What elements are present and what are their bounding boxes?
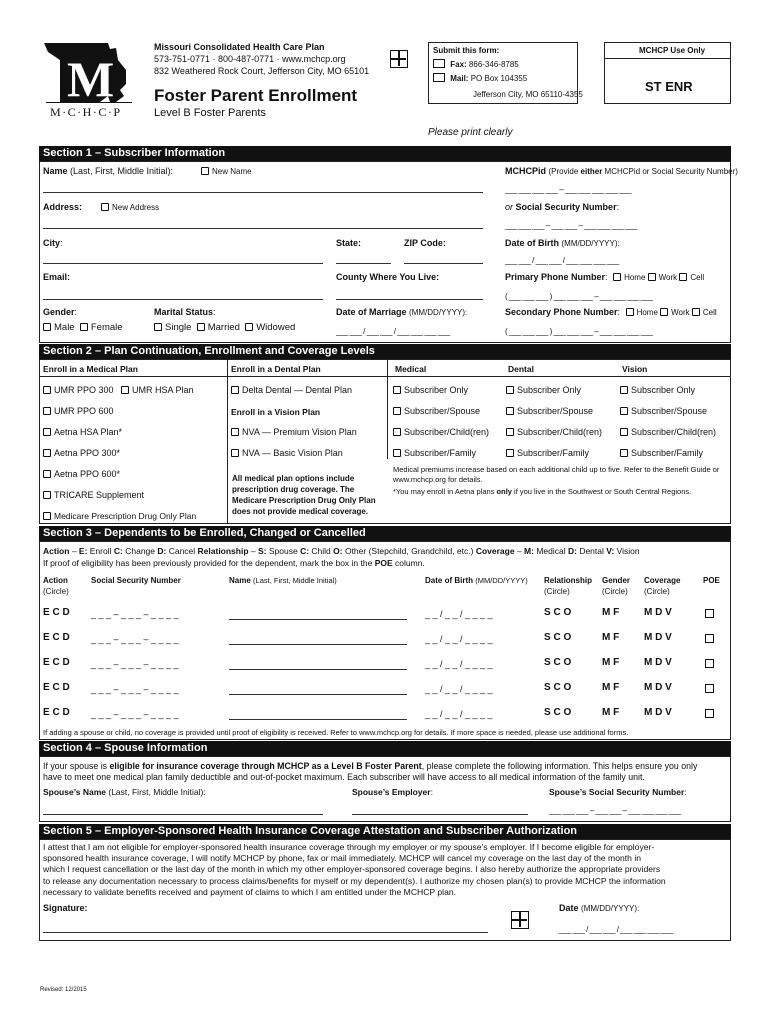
col-name: Name [229, 576, 251, 585]
ssn-field[interactable]: ___ ___ ___ – ___ ___ – ___ ___ ___ ___ [505, 221, 637, 230]
nva-basic-checkbox[interactable] [231, 449, 239, 457]
married-checkbox[interactable] [197, 323, 205, 331]
coverage-options[interactable]: M D V [644, 607, 672, 618]
secondary-home-checkbox[interactable] [626, 308, 634, 316]
use-only-code: ST ENR [645, 79, 693, 94]
use-only-label: MCHCP Use Only [639, 46, 706, 55]
primary-home-checkbox[interactable] [613, 273, 621, 281]
mail-city: Jefferson City, MO 65110-4355 [473, 90, 583, 99]
poe-checkbox[interactable] [705, 634, 714, 643]
state-label: State: [336, 238, 362, 248]
gender-options[interactable]: M F [602, 682, 620, 693]
email-label: Email: [43, 272, 71, 282]
col-poe: POE [703, 576, 720, 585]
ssn-label: Social Security Number [515, 202, 617, 212]
county-field[interactable] [336, 299, 483, 300]
spouse-ssn-field[interactable]: ___ ___ ___ – ___ ___ – ___ ___ ___ ___ [549, 806, 681, 815]
dep-ssn-field[interactable]: _ _ _ – _ _ _ – _ _ _ _ [91, 709, 179, 719]
rx-note: All medical plan options include prescription drug coverage. The Medicare Prescription Drug Only Plan does not provide medical coverage. [232, 474, 376, 516]
city-label: City [43, 238, 61, 248]
fax-label: Fax: [450, 60, 467, 69]
print-note: Please print clearly [428, 127, 513, 138]
poe-checkbox[interactable] [705, 709, 714, 718]
aetna-ppo300-checkbox[interactable] [43, 449, 51, 457]
dep-ssn-field[interactable]: _ _ _ – _ _ _ – _ _ _ _ [91, 659, 179, 669]
relationship-options[interactable]: S C O [544, 707, 572, 718]
page-title: Foster Parent Enrollment [154, 86, 358, 105]
section4-intro: If your spouse is eligible for insurance coverage through MCHCP as a Level B Foster Parent, please complete the following information. This helps ensure you only [43, 761, 698, 771]
col-action: Action [43, 576, 68, 585]
dep-name-field[interactable] [229, 719, 407, 720]
dep-dob-field[interactable]: _ _ / _ _ / _ _ _ _ [425, 659, 493, 669]
action-options[interactable]: E C D [43, 632, 70, 643]
zip-field[interactable] [404, 263, 483, 264]
primary-phone-label: Primary Phone Number [505, 272, 606, 282]
submit-title: Submit this form: [433, 46, 500, 55]
dep-ssn-field[interactable]: _ _ _ – _ _ _ – _ _ _ _ [91, 634, 179, 644]
spouse-name-field[interactable] [43, 814, 323, 815]
mchcpid-label: MCHCPid [505, 166, 546, 176]
page-subtitle: Level B Foster Parents [154, 107, 266, 119]
poe-checkbox[interactable] [705, 659, 714, 668]
primary-phone-field[interactable]: ( ___ ___ ___ ) ___ ___ ___ – ___ ___ ___ ___ [505, 292, 653, 301]
action-options[interactable]: E C D [43, 607, 70, 618]
or-word: or [505, 202, 514, 212]
tricare-checkbox[interactable] [43, 491, 51, 499]
premium-note: Medical premiums increase based on each additional child up to five. Refer to the Benefit Guide or www.mchcp.org for details. [393, 465, 720, 484]
coverage-options[interactable]: M D V [644, 682, 672, 693]
secondary-cell-checkbox[interactable] [692, 308, 700, 316]
gender-options[interactable]: M F [602, 607, 620, 618]
dep-dob-field[interactable]: _ _ / _ _ / _ _ _ _ [425, 709, 493, 719]
dep-ssn-field[interactable]: _ _ _ – _ _ _ – _ _ _ _ [91, 684, 179, 694]
org-address: 832 Weathered Rock Court, Jefferson City, MO 65101 [154, 66, 370, 76]
secondary-phone-field[interactable]: ( ___ ___ ___ ) ___ ___ ___ – ___ ___ ___ ___ [505, 327, 653, 336]
new-name-option[interactable] [201, 167, 252, 176]
new-name-label: New Name [212, 167, 252, 176]
marital-label: Marital Status [154, 307, 214, 317]
date-label: Date [559, 903, 579, 913]
medical-level-checkbox[interactable] [393, 407, 401, 415]
male-checkbox[interactable] [43, 323, 51, 331]
fax-value: 866-346-8785 [468, 60, 519, 69]
female-checkbox[interactable] [80, 323, 88, 331]
medicare-rx-checkbox[interactable] [43, 512, 51, 520]
mail-value: PO Box 104355 [470, 74, 528, 83]
signature-field[interactable] [43, 932, 488, 933]
medical-level-checkbox[interactable] [393, 428, 401, 436]
mchcpid-hint: (Provide either MCHCPid or Social Security Number) [548, 167, 738, 176]
dob-label: Date of Birth [505, 238, 559, 248]
medical-level-checkbox[interactable] [393, 449, 401, 457]
gender-options[interactable]: M F [602, 632, 620, 643]
section4-title: Section 4 – Spouse Information [39, 741, 731, 756]
dep-ssn-field[interactable]: _ _ _ – _ _ _ – _ _ _ _ [91, 609, 179, 619]
poe-checkbox[interactable] [705, 609, 714, 618]
section3-legend: Action – E: Enroll C: Change D: Cancel Relationship – S: Spouse C: Child O: Other (Stepchild, Grandchild, etc.) Coverage – M: Medical D: Dental V: Vision [43, 546, 640, 556]
enroll-vision-heading: Enroll in a Vision Plan [231, 407, 321, 417]
medical-level-checkbox[interactable] [393, 386, 401, 394]
dental-level-checkbox[interactable] [506, 428, 514, 436]
attestation-text: I attest that I am not eligible for employer-sponsored health insurance coverage through my employer or my spouse’s employer. If I become eligible for employer- sponsored health insurance coverage, I will notify MCHCP by phone, fax or mail immediately. MCHCP will cancel my coverage on the last day of the month in which I request cancellation or the last day of the month in which my other employer-sponsored coverage begins. I also hereby authorize the appropriate providers to release any documentation necessary to process claims/benefits for myself or my dependent(s). I authorize my chosen plan(s) to provide MCHCP the information necessary to validate benefits received and payment of claims to which I am entitled under the MCHCP plan. [43, 842, 666, 897]
coverage-options[interactable]: M D V [644, 707, 672, 718]
action-options[interactable]: E C D [43, 657, 70, 668]
org-name: Missouri Consolidated Health Care Plan [154, 42, 325, 52]
name-field[interactable] [43, 192, 483, 193]
new-address-option[interactable] [101, 203, 159, 212]
primary-cell-checkbox[interactable] [679, 273, 687, 281]
dental-level-checkbox[interactable] [506, 449, 514, 457]
name-label: Name [43, 166, 68, 176]
new-address-label: New Address [112, 203, 160, 212]
gender-options[interactable]: M F [602, 657, 620, 668]
gender-options[interactable]: M F [602, 707, 620, 718]
dep-name-field[interactable] [229, 694, 407, 695]
spouse-employer-field[interactable] [352, 814, 528, 815]
section3-footnote: If adding a spouse or child, no coverage is provided until proof of eligibility is received. Refer to www.mchcp.org for details. If more space is needed, please use additional forms. [43, 728, 629, 737]
aetna-note: *You may enroll in Aetna plans only if you live in the Southwest or South Central Regions. [393, 487, 692, 496]
primary-work-checkbox[interactable] [648, 273, 656, 281]
gender-label: Gender [43, 307, 75, 317]
mchcp-logo [40, 40, 140, 122]
dental-heading: Dental [508, 364, 534, 374]
new-name-checkbox[interactable] [201, 167, 209, 175]
section2-title: Section 2 – Plan Continuation, Enrollment and Coverage Levels [39, 344, 731, 359]
vision-level-checkbox[interactable] [620, 449, 628, 457]
dep-name-field[interactable] [229, 669, 407, 670]
enroll-medical-heading: Enroll in a Medical Plan [43, 364, 138, 374]
vision-heading: Vision [622, 364, 648, 374]
mchcpid-field[interactable]: ___ ___ ___ ___ – ___ ___ ___ ___ ___ [505, 185, 632, 194]
name-hint: (Last, First, Middle Initial): [70, 166, 174, 176]
umr-ppo600-checkbox[interactable] [43, 407, 51, 415]
submit-box [428, 42, 583, 104]
mchcp-use-only-box [604, 42, 731, 104]
relationship-options[interactable]: S C O [544, 632, 572, 643]
section5-title: Section 5 – Employer-Sponsored Health Insurance Coverage Attestation and Subscriber Authorization [39, 824, 731, 839]
relationship-options[interactable]: S C O [544, 657, 572, 668]
vision-level-checkbox[interactable] [620, 386, 628, 394]
section3-title: Section 3 – Dependents to be Enrolled, Changed or Cancelled [39, 526, 731, 541]
delta-dental-checkbox[interactable] [231, 386, 239, 394]
dental-level-checkbox[interactable] [506, 386, 514, 394]
corner-mark-icon [511, 911, 529, 929]
mail-icon [433, 73, 445, 82]
coverage-options[interactable]: M D V [644, 657, 672, 668]
widowed-checkbox[interactable] [245, 323, 253, 331]
relationship-options[interactable]: S C O [544, 682, 572, 693]
vision-level-checkbox[interactable] [620, 428, 628, 436]
spouse-ssn-label: Spouse’s Social Security Number [549, 787, 685, 797]
logo-letter: M [67, 51, 115, 107]
org-phones: 573-751-0771 · 800-487-0771 · www.mchcp.org [154, 54, 346, 64]
vision-level-checkbox[interactable] [620, 407, 628, 415]
aetna-hsa-checkbox[interactable] [43, 428, 51, 436]
col-ssn: Social Security Number [91, 576, 181, 585]
marriage-field[interactable]: ___ ___ / ___ ___ / ___ ___ ___ ___ [336, 327, 450, 336]
col-coverage: Coverage [644, 576, 681, 585]
umr-hsa-checkbox[interactable] [121, 386, 129, 394]
email-field[interactable] [43, 299, 323, 300]
corner-mark-icon [390, 50, 408, 68]
spouse-employer-label: Spouse’s Employer [352, 787, 431, 797]
dental-level-checkbox[interactable] [506, 407, 514, 415]
col-relationship: Relationship [544, 576, 593, 585]
new-address-checkbox[interactable] [101, 203, 109, 211]
dep-name-field[interactable] [229, 644, 407, 645]
marriage-label: Date of Marriage [336, 307, 407, 317]
signature-label: Signature: [43, 903, 88, 913]
col-gender: Gender [602, 576, 631, 585]
medical-heading: Medical [395, 364, 427, 374]
fax-icon [433, 59, 445, 68]
spouse-name-label: Spouse’s Name [43, 787, 106, 797]
dep-dob-field[interactable]: _ _ / _ _ / _ _ _ _ [425, 634, 493, 644]
action-options[interactable]: E C D [43, 682, 70, 693]
section4-intro-2: have to meet one medical plan family deductible and out-of-pocket maximum. Each subscriber will have access to all medical information of the family unit. [43, 772, 645, 782]
address-field[interactable] [43, 228, 483, 229]
poe-checkbox[interactable] [705, 684, 714, 693]
enroll-dental-heading: Enroll in a Dental Plan [231, 364, 321, 374]
umr-ppo300-checkbox[interactable] [43, 386, 51, 394]
coverage-options[interactable]: M D V [644, 632, 672, 643]
aetna-ppo600-checkbox[interactable] [43, 470, 51, 478]
nva-premium-checkbox[interactable] [231, 428, 239, 436]
dep-dob-field[interactable]: _ _ / _ _ / _ _ _ _ [425, 684, 493, 694]
revised-date: Revised: 12/2015 [40, 987, 87, 993]
col-action-hint: (Circle) [43, 587, 69, 596]
dep-name-field[interactable] [229, 619, 407, 620]
action-options[interactable]: E C D [43, 707, 70, 718]
state-field[interactable] [336, 263, 391, 264]
secondary-phone-label: Secondary Phone Number [505, 307, 618, 317]
single-checkbox[interactable] [154, 323, 162, 331]
address-label: Address: [43, 202, 83, 212]
date-field[interactable]: ___ ___ / ___ ___ / ___ ___ ___ ___ [559, 925, 673, 934]
poe-instruction: If proof of eligibility has been previously provided for the dependent, mark the box in the POE column. [43, 558, 425, 568]
dob-field[interactable]: ___ ___ / ___ ___ / ___ ___ ___ ___ [505, 256, 619, 265]
dep-dob-field[interactable]: _ _ / _ _ / _ _ _ _ [425, 609, 493, 619]
logo-text: M·C·H·C·P [50, 105, 122, 119]
relationship-options[interactable]: S C O [544, 607, 572, 618]
zip-label: ZIP Code: [404, 238, 446, 248]
section1-title: Section 1 – Subscriber Information [39, 146, 731, 161]
city-field[interactable] [43, 263, 323, 264]
county-label: County Where You Live: [336, 272, 440, 282]
secondary-work-checkbox[interactable] [660, 308, 668, 316]
mail-label: Mail: [450, 74, 469, 83]
col-dob: Date of Birth [425, 576, 473, 585]
